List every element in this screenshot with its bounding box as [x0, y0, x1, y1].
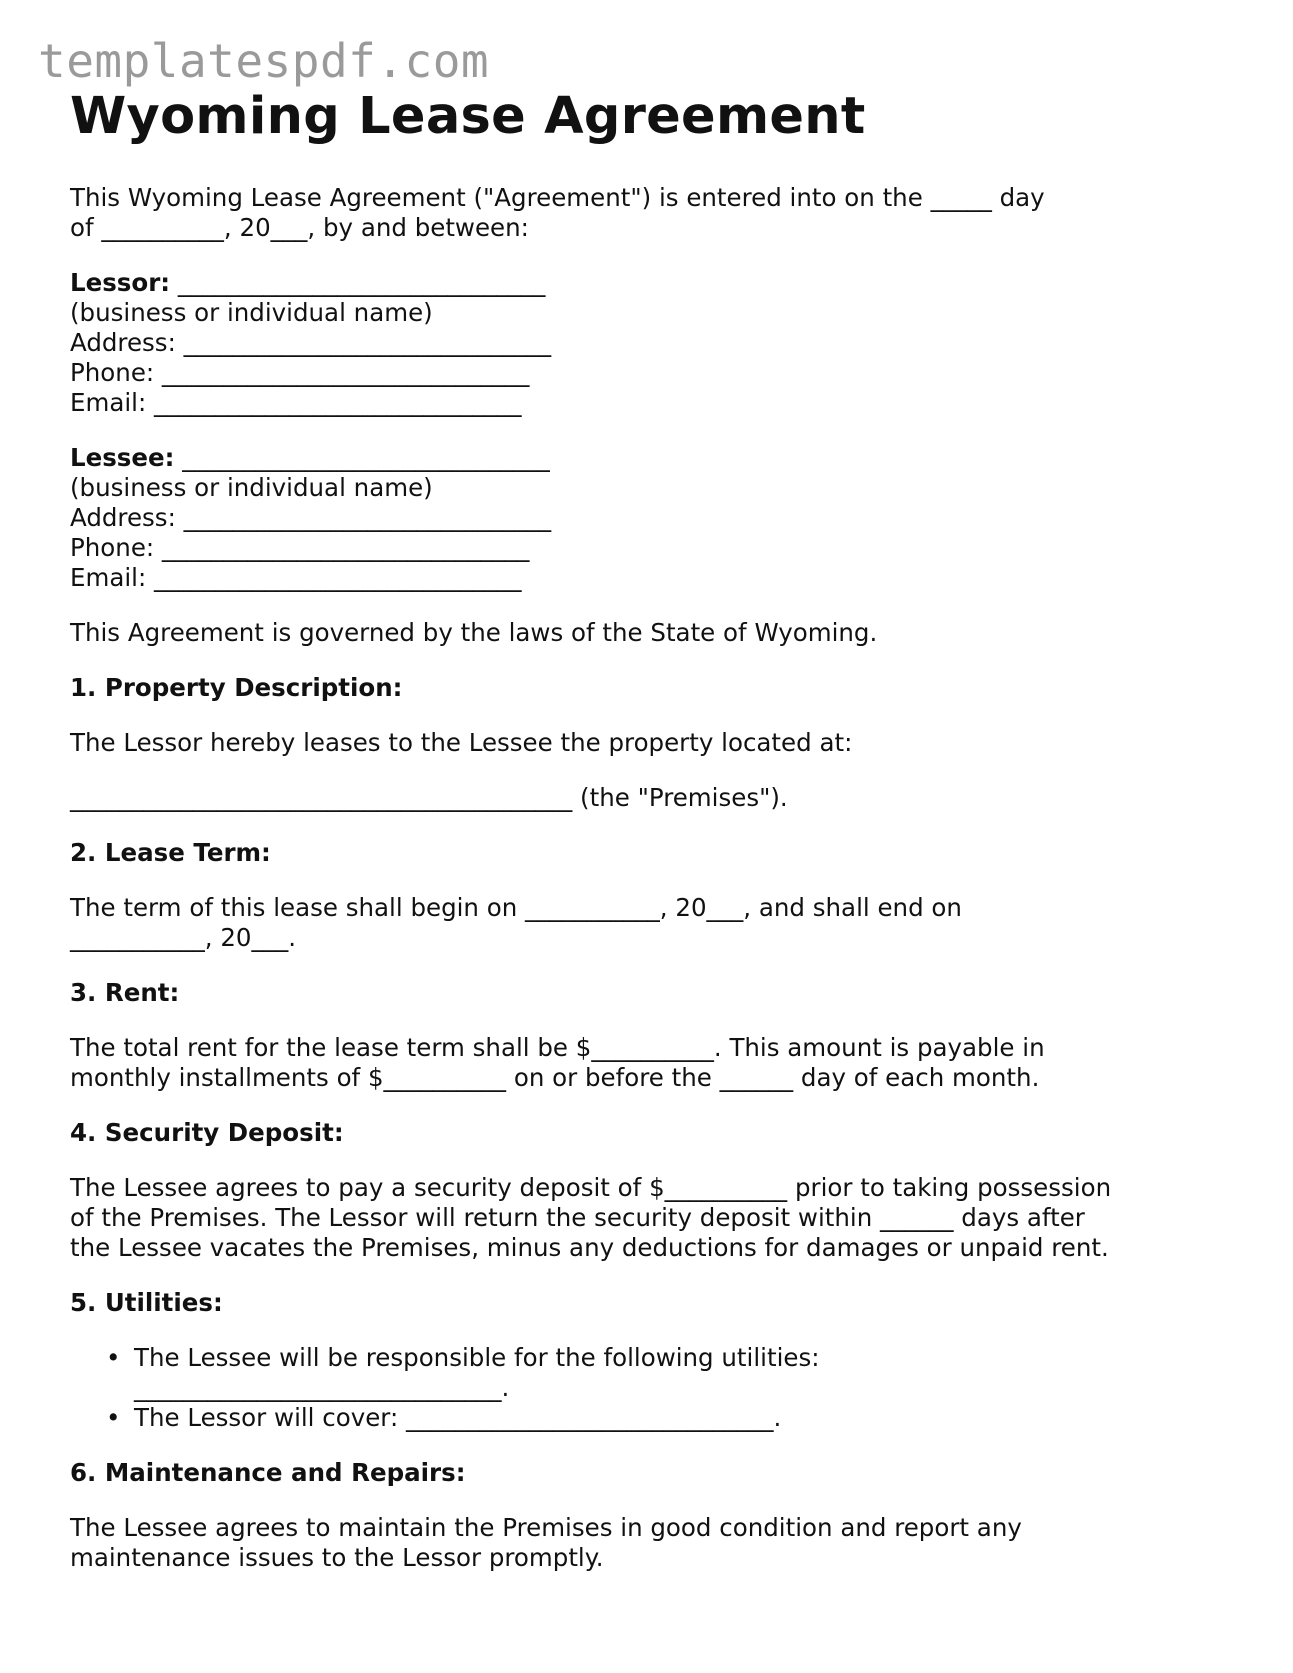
- property-text: The Lessor hereby leases to the Lessee the property located at:: [70, 727, 853, 757]
- lessee-line: [70, 443, 1220, 473]
- property-address-line: _________________________________________ (the "Premises").: [70, 782, 788, 812]
- maintenance-text: The Lessee agrees to maintain the Premises in good condition and report any maintenance issues to the Lessor promptly.: [70, 1512, 1022, 1572]
- lessor-note: (business or individual name): [70, 297, 433, 327]
- utilities-list: [70, 1343, 1220, 1433]
- lessor-email: Email: ______________________________: [70, 387, 522, 417]
- lessee-block: [70, 443, 1220, 593]
- lessee-email: Email: ______________________________: [70, 562, 522, 592]
- list-item: • The Lessee will be responsible for the following utilities: ______________________________.: [70, 1343, 834, 1403]
- lessee-name-blank: ______________________________: [174, 442, 550, 472]
- lessor-phone: Phone: ______________________________: [70, 357, 530, 387]
- list-item: • The Lessor will cover: ______________________________.: [70, 1403, 1220, 1433]
- watermark: templatespdf.com: [38, 34, 490, 88]
- document-page: [70, 88, 1220, 1573]
- lessor-line: [70, 268, 1220, 298]
- section-heading-term: 2. Lease Term:: [70, 837, 271, 867]
- rent-text: The total rent for the lease term shall be $__________. This amount is payable in monthly installments of $__________ on or before the ______ day of each month.: [70, 1032, 1045, 1092]
- section-heading-maintenance: 6. Maintenance and Repairs:: [70, 1457, 466, 1487]
- lessee-address: Address: ______________________________: [70, 502, 552, 532]
- document-title: Wyoming Lease Agreement: [70, 87, 866, 146]
- section-heading-rent: 3. Rent:: [70, 977, 180, 1007]
- section-heading-deposit: 4. Security Deposit:: [70, 1117, 344, 1147]
- term-text: The term of this lease shall begin on ___________, 20___, and shall end on ___________, 20___.: [70, 892, 962, 952]
- lessor-address: Address: ______________________________: [70, 327, 552, 357]
- deposit-text: The Lessee agrees to pay a security deposit of $__________ prior to taking possession of the Premises. The Lessor will return the security deposit within ______ days after the Lessee vacates the Premises, minus any deductions for damages or unpaid rent.: [70, 1172, 1112, 1262]
- lessee-label: Lessee:: [70, 442, 175, 472]
- lessee-phone: Phone: ______________________________: [70, 532, 530, 562]
- section-heading-property: 1. Property Description:: [70, 672, 403, 702]
- section-heading-utilities: 5. Utilities:: [70, 1287, 223, 1317]
- intro-paragraph: This Wyoming Lease Agreement ("Agreement") is entered into on the _____ day of __________, 20___, by and between:: [70, 182, 1045, 242]
- lessor-label: Lessor:: [70, 267, 171, 297]
- lessor-block: [70, 268, 1220, 418]
- lessee-note: (business or individual name): [70, 472, 433, 502]
- lessor-name-blank: ______________________________: [170, 267, 546, 297]
- governing-law: This Agreement is governed by the laws of the State of Wyoming.: [70, 617, 878, 647]
